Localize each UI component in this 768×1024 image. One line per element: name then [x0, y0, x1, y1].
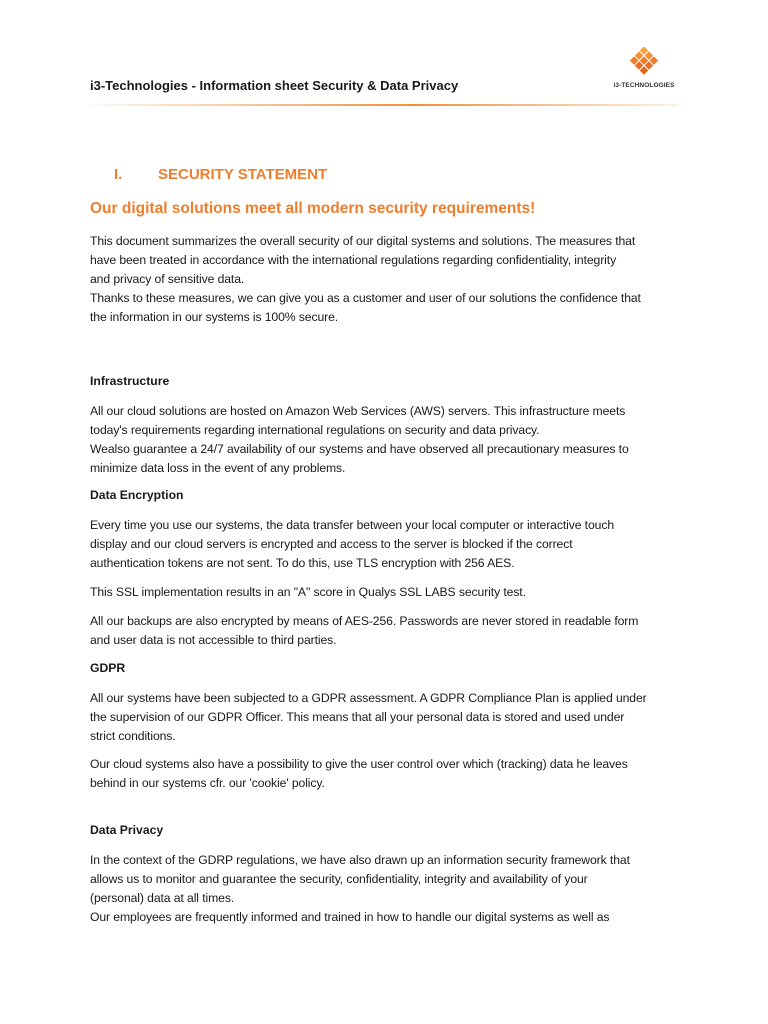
privacy-paragraph: [90, 851, 680, 927]
privacy-line: (personal) data at all times.: [90, 891, 235, 905]
gdpr-line: the supervision of our GDPR Officer. This means that all your personal data is stored and used under: [90, 710, 625, 724]
document-title: i3-Technologies - Information sheet Security & Data Privacy: [90, 78, 459, 93]
gdpr-line: All our systems have been subjected to a GDPR assessment. A GDPR Compliance Plan is applied under: [90, 691, 647, 705]
privacy-heading: Data Privacy: [90, 823, 164, 837]
encryption-heading: Data Encryption: [90, 488, 184, 502]
intro-line: and privacy of sensitive data.: [90, 272, 245, 286]
gdpr-line: strict conditions.: [90, 729, 176, 743]
infrastructure-line: Wealso guarantee a 24/7 availability of our systems and have observed all precautionary measures to: [90, 442, 629, 456]
section-number: I.: [114, 166, 123, 183]
infrastructure-paragraph: [90, 402, 680, 478]
gdpr-heading: GDPR: [90, 661, 126, 675]
encryption-line: display and our cloud servers is encrypted and access to the server is blocked if the correct: [90, 537, 573, 551]
infrastructure-heading: Infrastructure: [90, 374, 170, 388]
gdpr-line: behind in our systems cfr. our 'cookie' policy.: [90, 776, 325, 790]
header-divider: [90, 104, 678, 106]
encryption-line: This SSL implementation results in an "A" score in Qualys SSL LABS security test.: [90, 585, 526, 599]
encryption-line: All our backups are also encrypted by means of AES-256. Passwords are never stored in readable form: [90, 614, 639, 628]
privacy-line: In the context of the GDRP regulations, we have also drawn up an information security framework that: [90, 853, 630, 867]
intro-line: This document summarizes the overall security of our digital systems and solutions. The measures that: [90, 234, 636, 248]
encryption-line: Every time you use our systems, the data transfer between your local computer or interactive touch: [90, 518, 614, 532]
infrastructure-line: All our cloud solutions are hosted on Amazon Web Services (AWS) servers. This infrastructure meets: [90, 404, 626, 418]
section-heading: [114, 166, 327, 183]
gdpr-paragraph-2: [90, 755, 680, 793]
encryption-paragraph-1: [90, 516, 680, 573]
privacy-line: allows us to monitor and guarantee the security, confidentiality, integrity and availability of your: [90, 872, 588, 886]
intro-line: Thanks to these measures, we can give you as a customer and user of our solutions the confidence that: [90, 291, 641, 305]
encryption-paragraph-2: [90, 583, 680, 602]
document-subtitle: Our digital solutions meet all modern security requirements!: [90, 200, 536, 217]
section-title: SECURITY STATEMENT: [158, 166, 328, 183]
intro-line: have been treated in accordance with the international regulations regarding confidentiality, integrity: [90, 253, 617, 267]
infrastructure-line: today's requirements regarding international regulations on security and data privacy.: [90, 423, 540, 437]
gdpr-paragraph-1: [90, 689, 680, 746]
gdpr-line: Our cloud systems also have a possibility to give the user control over which (tracking) data he leaves: [90, 757, 628, 771]
intro-line: the information in our systems is 100% secure.: [90, 310, 339, 324]
company-logo: [608, 47, 680, 93]
infrastructure-line: minimize data loss in the event of any problems.: [90, 461, 346, 475]
diamond-logo-icon: [627, 47, 661, 79]
intro-paragraph: [90, 232, 680, 327]
encryption-paragraph-3: [90, 612, 680, 650]
encryption-line: and user data is not accessible to third parties.: [90, 633, 337, 647]
encryption-line: authentication tokens are not sent. To do this, use TLS encryption with 256 AES.: [90, 556, 515, 570]
logo-text: i3-TECHNOLOGIES: [613, 82, 675, 89]
privacy-line: Our employees are frequently informed and trained in how to handle our digital systems as well as: [90, 910, 610, 924]
